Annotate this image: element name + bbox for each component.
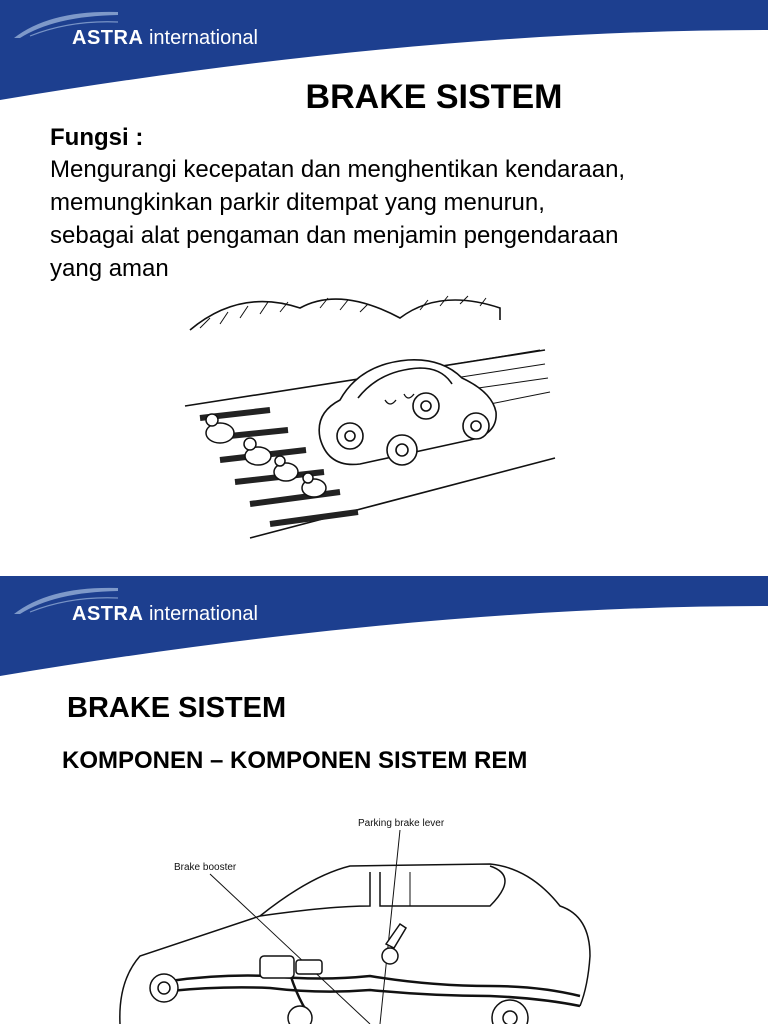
fungsi-line: memungkinkan parkir ditempat yang menurun, (50, 189, 545, 216)
brand-strong: ASTRA (72, 27, 144, 49)
brand-rest: international (143, 27, 258, 49)
brand-logo-text (72, 27, 258, 50)
header-banner (0, 576, 768, 686)
fungsi-line: Mengurangi kecepatan dan menghentikan kendaraan, (50, 156, 626, 183)
fungsi-label: Fungsi : (50, 124, 144, 151)
slide-title: BRAKE SISTEM (305, 78, 563, 116)
callout-brake-booster: Brake booster (174, 862, 237, 873)
callout-parking-brake-lever: Parking brake lever (358, 818, 445, 829)
fungsi-line: sebagai alat pengaman dan menjamin pengendaraan (50, 222, 619, 249)
fungsi-line: yang aman (50, 255, 169, 282)
car-braking-illustration (180, 288, 560, 548)
brand-rest: international (143, 603, 258, 625)
slide-subtitle: KOMPONEN – KOMPONEN SISTEM REM (62, 747, 528, 774)
slide-2 (0, 576, 768, 1024)
brake-system-diagram (110, 806, 650, 1024)
brand-strong: ASTRA (72, 603, 144, 625)
slide-title: BRAKE SISTEM (67, 692, 287, 724)
brand-logo-text (72, 603, 258, 626)
